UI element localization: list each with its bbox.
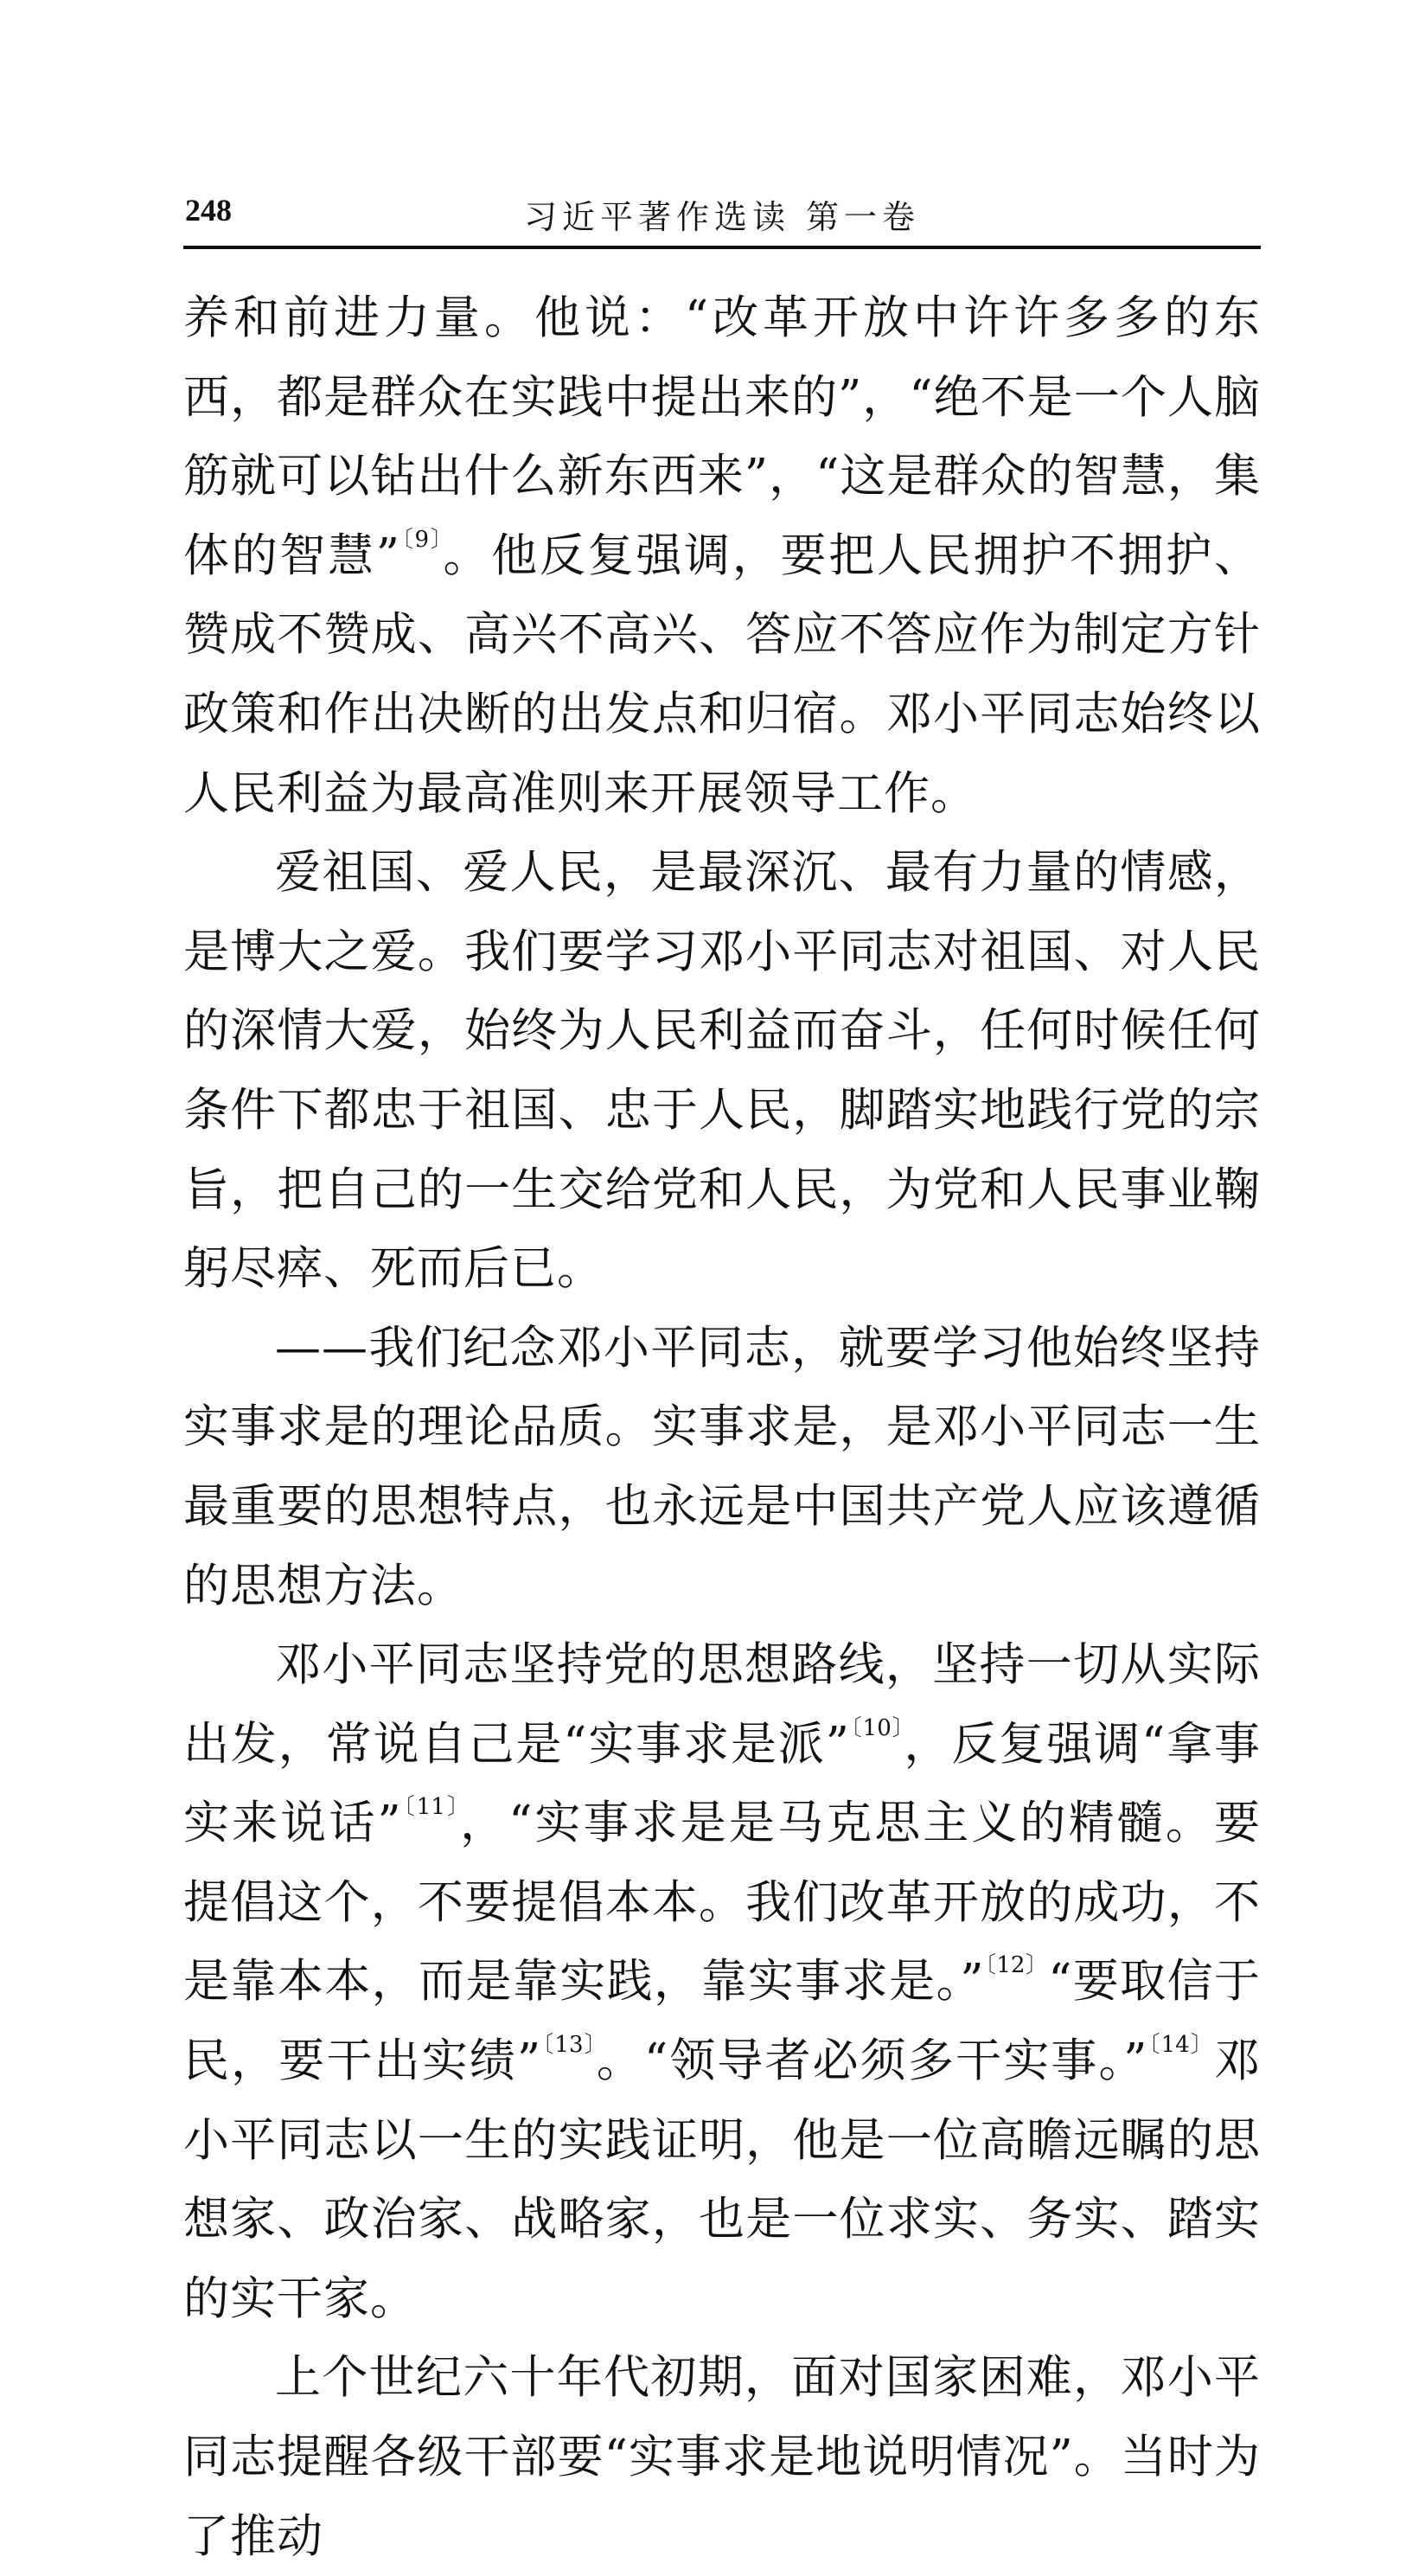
text-run: 邓小平同志以一生的实践证明，他是一位高瞻远瞩的思想家、政治家、战略家，也是一位求实、务实、踏实的实干家。 bbox=[183, 2035, 1261, 2325]
running-title: 习近平著作选读 第一卷 bbox=[523, 198, 921, 236]
header-rule bbox=[183, 246, 1261, 249]
footnote-ref-10: 〔10〕 bbox=[849, 1714, 904, 1741]
page-header bbox=[183, 182, 1261, 242]
body-text bbox=[183, 279, 1261, 2576]
text-run: 邓小平同志坚持党的思想路线，坚持一切从实际出发，常说自己是“实事求是派” bbox=[183, 1638, 1261, 1771]
footnote-ref-14: 〔14〕 bbox=[1147, 2032, 1214, 2059]
page-number: 248 bbox=[185, 193, 232, 227]
footnote-ref-11: 〔11〕 bbox=[401, 1794, 461, 1821]
paragraph-5: 上个世纪六十年代初期，面对国家困难，邓小平同志提醒各级干部要“实事求是地说明情况”。当时为了推动 bbox=[183, 2351, 1261, 2563]
text-run: 养和前进力量。他说：“改革开放中许许多多的东西，都是群众在实践中提出来的”，“绝不是一个人脑筋就可以钻出什么新东西来”，“这是群众的智慧，集体的智慧” bbox=[183, 292, 1261, 582]
paragraph-1 bbox=[183, 279, 1261, 833]
paragraph-4 bbox=[183, 1625, 1261, 2338]
footnote-ref-12: 〔12〕 bbox=[984, 1952, 1049, 1979]
text-run: “要取信于民，要干出实绩” bbox=[183, 1955, 1261, 2088]
text-run: ，“实事求是是马克思主义的精髓。要提倡这个，不要提倡本本。我们改革开放的成功，不是靠本本，而是靠实践，靠实事求是。” bbox=[183, 1797, 1261, 2009]
text-run: 。“领导者必须多干实事。” bbox=[596, 2035, 1148, 2088]
footnote-ref-13: 〔13〕 bbox=[541, 2032, 597, 2059]
text-run: 。他反复强调，要把人民拥护不拥护、赞成不赞成、高兴不高兴、答应不答应作为制定方针政策和作出决断的出发点和归宿。邓小平同志始终以人民利益为最高准则来开展领导工作。 bbox=[183, 529, 1261, 820]
paragraph-2: 爱祖国、爱人民，是最深沉、最有力量的情感，是博大之爱。我们要学习邓小平同志对祖国、对人民的深情大爱，始终为人民利益而奋斗，任何时候任何条件下都忠于祖国、忠于人民，脚踏实地践行党的宗旨，把自己的一生交给党和人民，为党和人民事业鞠躬尽瘁、死而后已。 bbox=[183, 846, 1261, 1296]
text-run: ，反复强调“拿事实来说话” bbox=[183, 1717, 1261, 1850]
footnote-ref-9: 〔9〕 bbox=[400, 526, 444, 553]
paragraph-3: ——我们纪念邓小平同志，就要学习他始终坚持实事求是的理论品质。实事求是，是邓小平同志一生最重要的思想特点，也永远是中国共产党人应该遵循的思想方法。 bbox=[183, 1321, 1261, 1612]
